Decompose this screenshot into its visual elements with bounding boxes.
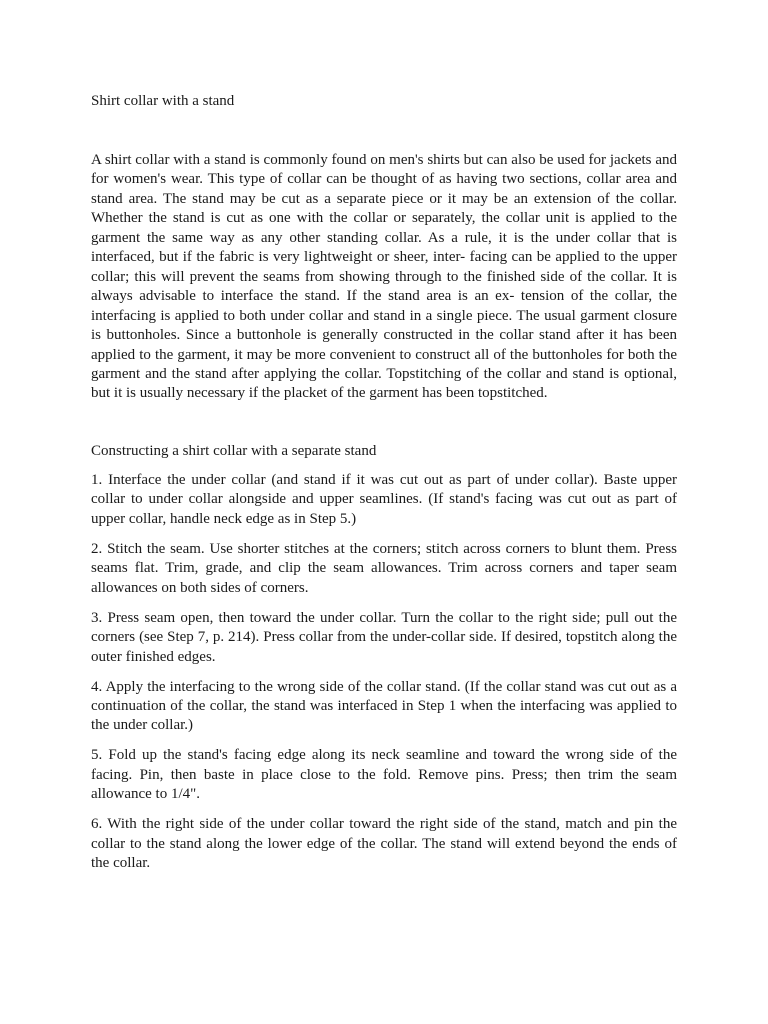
step-4: 4. Apply the interfacing to the wrong side of the collar stand. (If the collar stand was cut out as a continuation of the collar, the stand was interfaced in Step 1 when the interfacing was applied to the under collar.) [91,678,677,734]
step-3: 3. Press seam open, then toward the under collar. Turn the collar to the right side; pull out the corners (see Step 7, p. 214). Press collar from the under-collar side. If desired, topstitch along the outer finished edges. [91,609,677,665]
step-6: 6. With the right side of the under collar toward the right side of the stand, match and pin the collar to the stand along the lower edge of the collar. The stand will extend beyond the ends of the collar. [91,816,677,872]
steps-list [91,471,677,884]
document-title: Shirt collar with a stand [91,93,235,109]
step-5: 5. Fold up the stand's facing edge along its neck seamline and toward the wrong side of the facing. Pin, then baste in place close to the fold. Remove pins. Press; then trim the seam allowance to 1/4". [91,747,677,803]
intro-paragraph: A shirt collar with a stand is commonly found on men's shirts but can also be used for jackets and for women's wear. This type of collar can be thought of as having two sections, collar area and stand area. The stand may be cut as a separate piece or it may be an extension of the collar. Whether the stand is cut as one with the collar or separately, the collar unit is applied to the garment the same way as any other standing collar. As a rule, it is the under collar that is interfaced, but if the fabric is very lightweight or sheer, inter- facing can be applied to the upper collar; this will prevent the seams from showing through to the finished side of the collar. It is always advisable to interface the stand. If the stand area is an ex- tension of the collar, the interfacing is applied to both under collar and stand in a single piece. The usual garment closure is buttonholes. Since a buttonhole is generally constructed in the collar stand after it has been applied to the garment, it may be more convenient to construct all of the buttonholes for both the garment and the stand after applying the collar. Topstitching of the collar and stand is optional, but it is usually necessary if the placket of the garment has been topstitched. [91,152,677,402]
step-2: 2. Stitch the seam. Use shorter stitches at the corners; stitch across corners to blunt them. Press seams flat. Trim, grade, and clip the seam allowances. Trim across corners and taper seam allowances on both sides of corners. [91,540,677,596]
section-heading: Constructing a shirt collar with a separate stand [91,443,377,459]
step-1: 1. Interface the under collar (and stand if it was cut out as part of under collar). Baste upper collar to under collar alongside and upper seamlines. (If stand's facing was cut out as part of upper collar, handle neck edge as in Step 5.) [91,472,677,527]
